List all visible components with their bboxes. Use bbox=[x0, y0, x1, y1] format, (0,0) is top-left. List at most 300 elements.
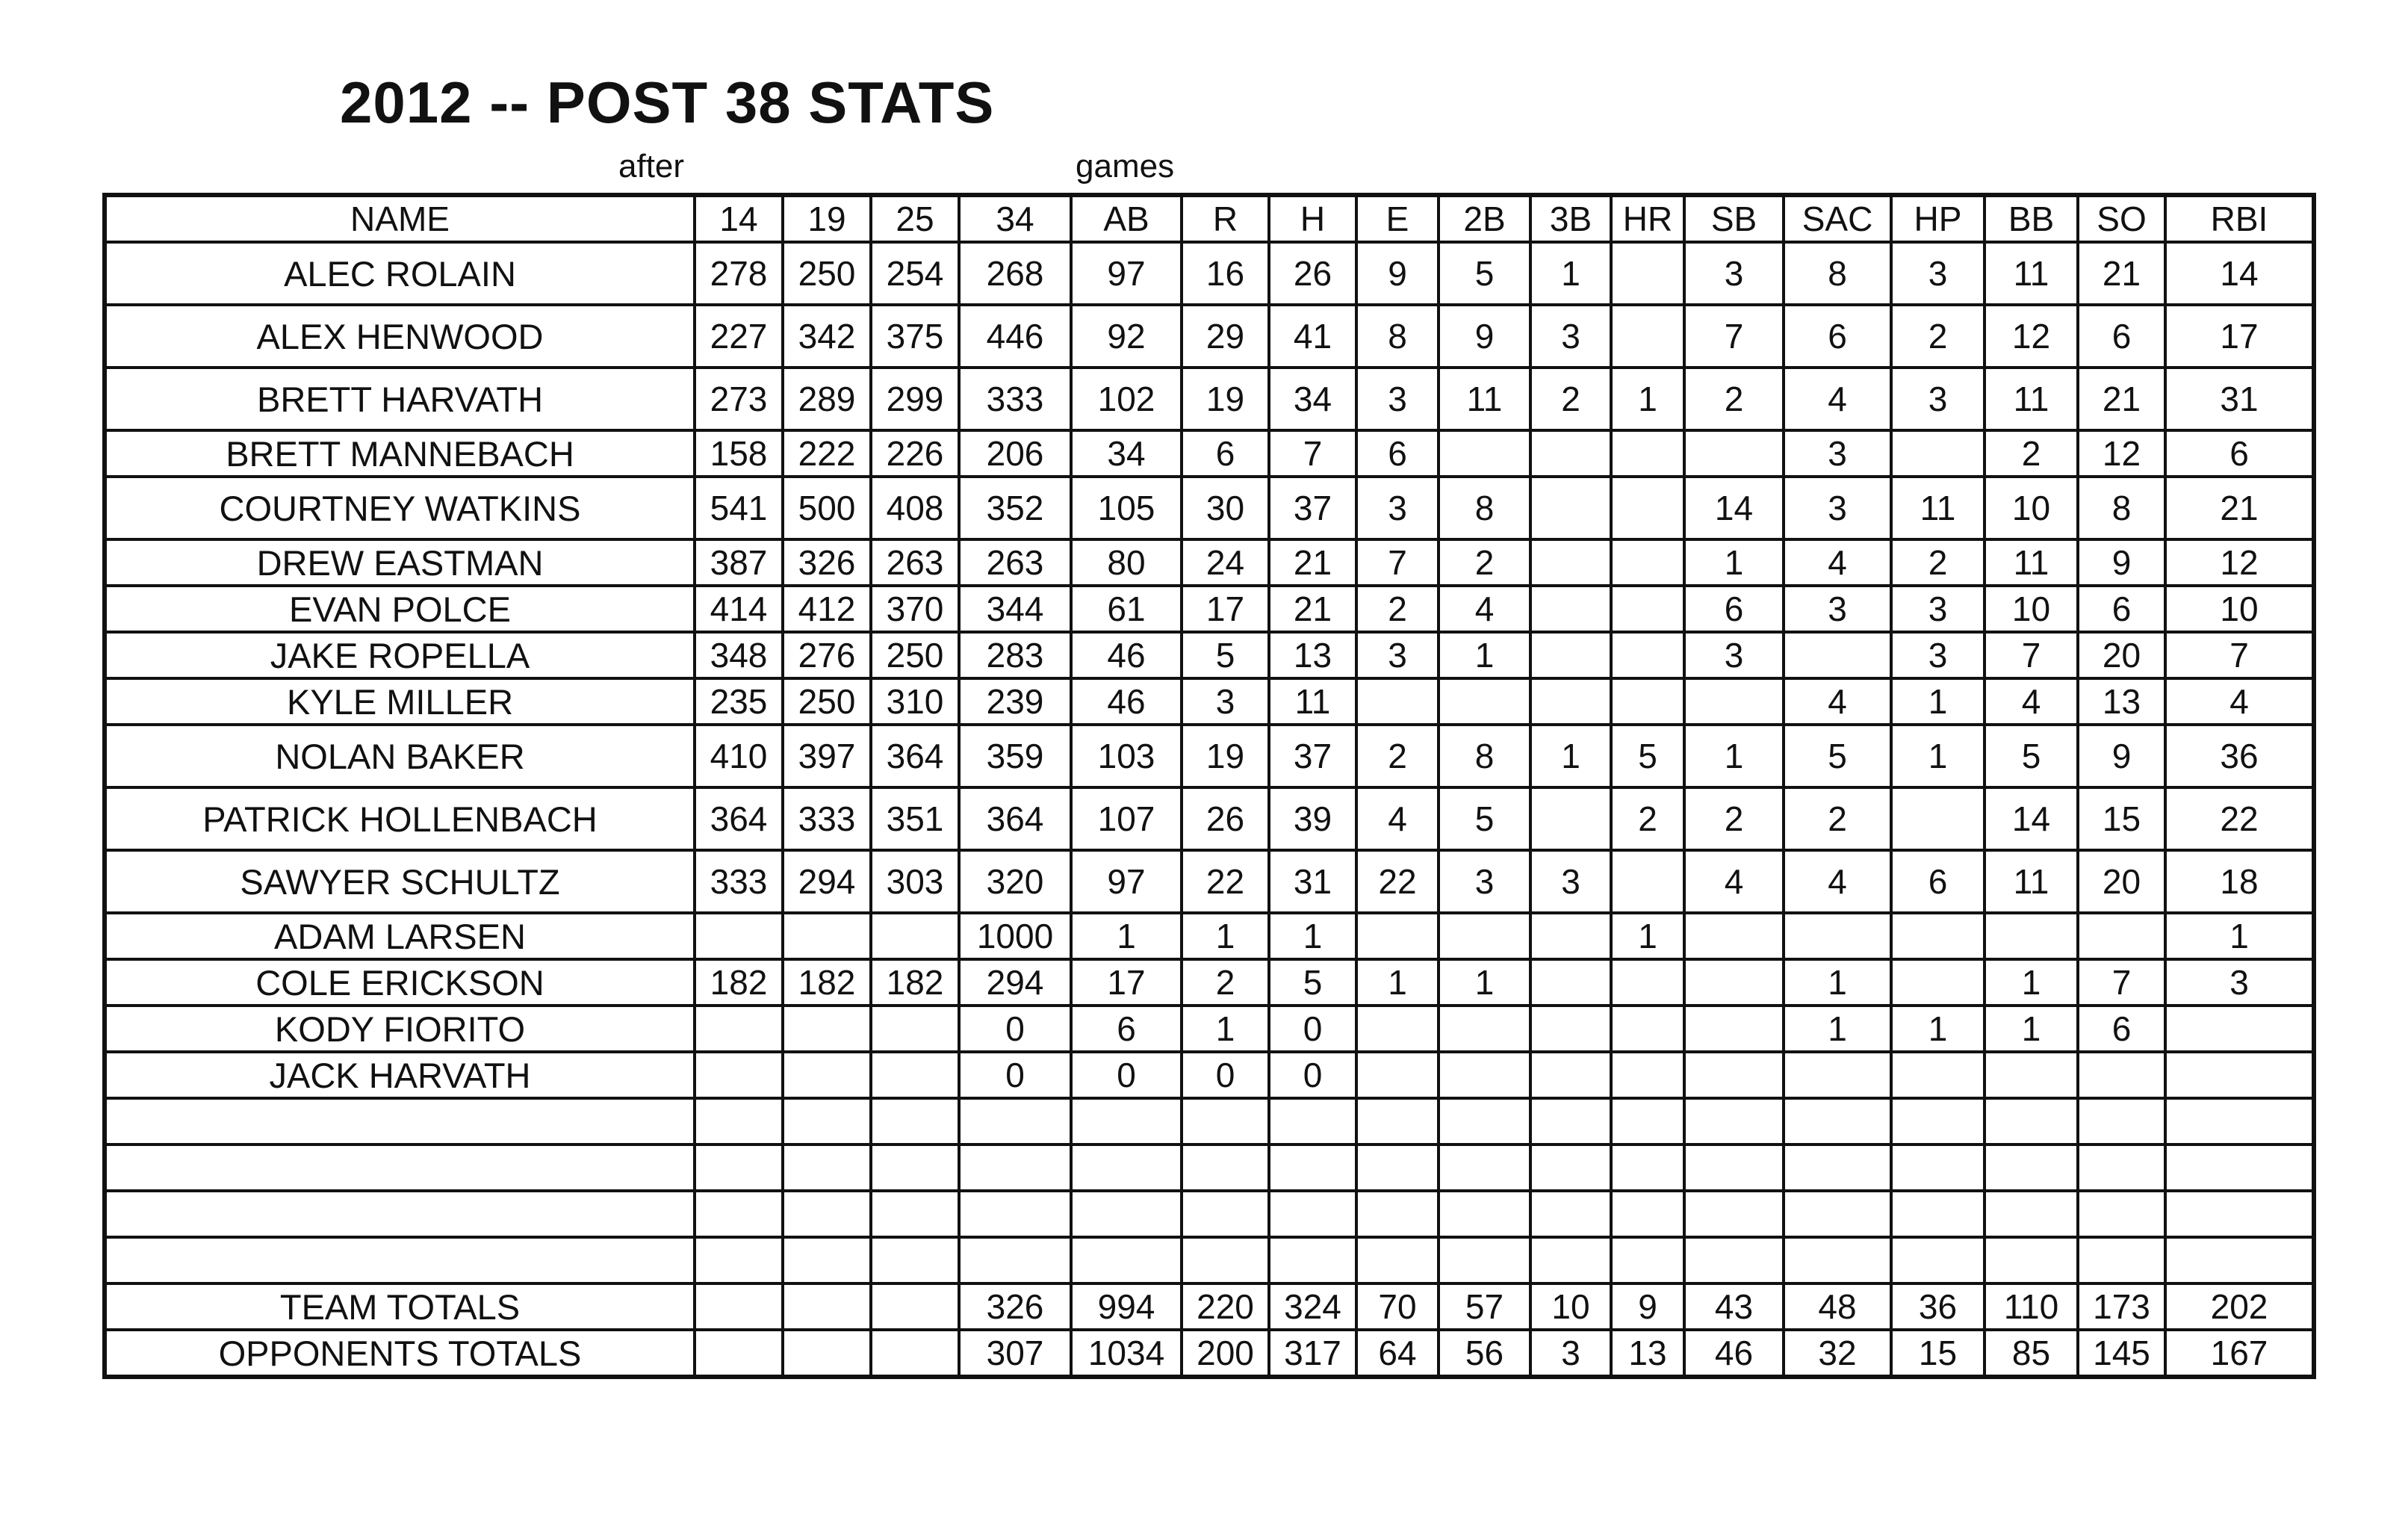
stat-cell-rbi: 1 bbox=[2165, 913, 2314, 959]
stat-cell-19: 397 bbox=[783, 725, 871, 787]
stat-cell-sac: 4 bbox=[1784, 678, 1891, 725]
stat-cell-h: 21 bbox=[1269, 586, 1356, 632]
column-header-14: 14 bbox=[695, 195, 783, 242]
stat-cell-ab: 107 bbox=[1071, 787, 1182, 850]
stat-cell-34: 352 bbox=[959, 477, 1071, 539]
stat-cell-r: 22 bbox=[1182, 850, 1269, 913]
stat-cell-r: 16 bbox=[1182, 242, 1269, 305]
stat-cell-sac bbox=[1784, 913, 1891, 959]
table-row bbox=[105, 850, 2314, 913]
stat-cell-so: 6 bbox=[2078, 586, 2165, 632]
stat-cell-bb: 1 bbox=[1985, 959, 2078, 1006]
stat-cell-h: 0 bbox=[1269, 1052, 1356, 1098]
column-header-hr: HR bbox=[1611, 195, 1684, 242]
stat-cell-so: 13 bbox=[2078, 678, 2165, 725]
table-row bbox=[105, 787, 2314, 850]
stat-cell-sac: 1 bbox=[1784, 959, 1891, 1006]
stat-cell-hr: 5 bbox=[1611, 725, 1684, 787]
stat-cell-25 bbox=[871, 1237, 959, 1283]
stat-cell-3b bbox=[1530, 1006, 1611, 1052]
stat-cell-25: 299 bbox=[871, 368, 959, 430]
stat-cell-14: 364 bbox=[695, 787, 783, 850]
stat-cell-bb: 5 bbox=[1985, 725, 2078, 787]
stat-cell-ab: 102 bbox=[1071, 368, 1182, 430]
table-row bbox=[105, 305, 2314, 368]
stat-cell-2b bbox=[1439, 1098, 1530, 1145]
stat-cell-sb bbox=[1684, 1237, 1784, 1283]
column-header-2b: 2B bbox=[1439, 195, 1530, 242]
stat-cell-so: 7 bbox=[2078, 959, 2165, 1006]
stat-cell-2b bbox=[1439, 1145, 1530, 1191]
table-row bbox=[105, 242, 2314, 305]
stat-cell-so bbox=[2078, 1098, 2165, 1145]
stat-cell-ab: 105 bbox=[1071, 477, 1182, 539]
stat-cell-2b: 4 bbox=[1439, 586, 1530, 632]
stat-cell-sb bbox=[1684, 1052, 1784, 1098]
stat-cell-19: 250 bbox=[783, 242, 871, 305]
stat-cell-14 bbox=[695, 1237, 783, 1283]
stat-cell-25: 250 bbox=[871, 632, 959, 678]
stat-cell-34: 446 bbox=[959, 305, 1071, 368]
column-header-rbi: RBI bbox=[2165, 195, 2314, 242]
stat-cell-25 bbox=[871, 1191, 959, 1237]
stat-cell-hp: 6 bbox=[1891, 850, 1985, 913]
stat-cell-19: 222 bbox=[783, 430, 871, 477]
stat-cell-e: 8 bbox=[1356, 305, 1439, 368]
stat-cell-3b: 2 bbox=[1530, 368, 1611, 430]
stat-cell-h: 34 bbox=[1269, 368, 1356, 430]
player-name-cell: PATRICK HOLLENBACH bbox=[105, 787, 695, 850]
stat-cell-3b bbox=[1530, 430, 1611, 477]
stat-cell-r: 6 bbox=[1182, 430, 1269, 477]
stat-cell-hr bbox=[1611, 477, 1684, 539]
stat-cell-14 bbox=[695, 1330, 783, 1377]
stat-cell-ab: 1 bbox=[1071, 913, 1182, 959]
stat-cell-sb bbox=[1684, 1098, 1784, 1145]
stat-cell-r: 3 bbox=[1182, 678, 1269, 725]
stat-cell-3b bbox=[1530, 1098, 1611, 1145]
table-row bbox=[105, 539, 2314, 586]
stat-cell-e bbox=[1356, 1237, 1439, 1283]
stat-cell-rbi bbox=[2165, 1191, 2314, 1237]
stat-cell-hr bbox=[1611, 1052, 1684, 1098]
table-row bbox=[105, 913, 2314, 959]
stat-cell-sb: 46 bbox=[1684, 1330, 1784, 1377]
stat-cell-3b: 1 bbox=[1530, 242, 1611, 305]
stat-cell-e bbox=[1356, 913, 1439, 959]
stat-cell-25: 310 bbox=[871, 678, 959, 725]
stat-cell-hr: 13 bbox=[1611, 1330, 1684, 1377]
stat-cell-3b bbox=[1530, 586, 1611, 632]
stat-cell-rbi: 6 bbox=[2165, 430, 2314, 477]
stat-cell-25: 263 bbox=[871, 539, 959, 586]
stat-cell-sb bbox=[1684, 1191, 1784, 1237]
column-header-h: H bbox=[1269, 195, 1356, 242]
stat-cell-sb: 3 bbox=[1684, 632, 1784, 678]
stat-cell-34 bbox=[959, 1191, 1071, 1237]
stat-cell-14 bbox=[695, 1145, 783, 1191]
stat-cell-3b bbox=[1530, 1237, 1611, 1283]
stats-body bbox=[105, 242, 2314, 1377]
player-name-cell: COURTNEY WATKINS bbox=[105, 477, 695, 539]
stat-cell-e bbox=[1356, 678, 1439, 725]
stat-cell-34: 294 bbox=[959, 959, 1071, 1006]
stat-cell-ab: 103 bbox=[1071, 725, 1182, 787]
stat-cell-sb: 3 bbox=[1684, 242, 1784, 305]
stat-cell-2b: 5 bbox=[1439, 242, 1530, 305]
stat-cell-hr: 1 bbox=[1611, 913, 1684, 959]
stat-cell-so: 12 bbox=[2078, 430, 2165, 477]
player-name-cell: ALEC ROLAIN bbox=[105, 242, 695, 305]
stat-cell-25: 254 bbox=[871, 242, 959, 305]
table-row bbox=[105, 725, 2314, 787]
stat-cell-25: 364 bbox=[871, 725, 959, 787]
stat-cell-14 bbox=[695, 1098, 783, 1145]
stat-cell-34: 359 bbox=[959, 725, 1071, 787]
stat-cell-e: 4 bbox=[1356, 787, 1439, 850]
stat-cell-hp: 11 bbox=[1891, 477, 1985, 539]
stat-cell-sb: 1 bbox=[1684, 539, 1784, 586]
stat-cell-h: 21 bbox=[1269, 539, 1356, 586]
stat-cell-14: 333 bbox=[695, 850, 783, 913]
stat-cell-sac: 48 bbox=[1784, 1283, 1891, 1330]
stat-cell-rbi: 7 bbox=[2165, 632, 2314, 678]
table-row bbox=[105, 430, 2314, 477]
stat-cell-hr bbox=[1611, 1191, 1684, 1237]
stat-cell-25 bbox=[871, 1283, 959, 1330]
stat-cell-h: 324 bbox=[1269, 1283, 1356, 1330]
stat-cell-14: 414 bbox=[695, 586, 783, 632]
stat-cell-sac bbox=[1784, 632, 1891, 678]
stat-cell-bb bbox=[1985, 1145, 2078, 1191]
stat-cell-sac bbox=[1784, 1237, 1891, 1283]
stat-cell-34: 320 bbox=[959, 850, 1071, 913]
player-name-cell: OPPONENTS TOTALS bbox=[105, 1330, 695, 1377]
stat-cell-34: 364 bbox=[959, 787, 1071, 850]
stat-cell-hp bbox=[1891, 430, 1985, 477]
player-name-cell: KODY FIORITO bbox=[105, 1006, 695, 1052]
stat-cell-e: 1 bbox=[1356, 959, 1439, 1006]
stat-cell-3b bbox=[1530, 1191, 1611, 1237]
stats-table bbox=[102, 193, 2316, 1379]
stat-cell-e: 3 bbox=[1356, 632, 1439, 678]
stat-cell-3b: 3 bbox=[1530, 305, 1611, 368]
column-header-ab: AB bbox=[1071, 195, 1182, 242]
stat-cell-hp: 3 bbox=[1891, 368, 1985, 430]
stat-cell-14: 273 bbox=[695, 368, 783, 430]
stat-cell-hp bbox=[1891, 1145, 1985, 1191]
stat-cell-r: 24 bbox=[1182, 539, 1269, 586]
stat-cell-sac: 2 bbox=[1784, 787, 1891, 850]
stat-cell-bb: 11 bbox=[1985, 539, 2078, 586]
stat-cell-14: 278 bbox=[695, 242, 783, 305]
stat-cell-rbi: 22 bbox=[2165, 787, 2314, 850]
column-header-25: 25 bbox=[871, 195, 959, 242]
stat-cell-sb: 14 bbox=[1684, 477, 1784, 539]
column-header-so: SO bbox=[2078, 195, 2165, 242]
stat-cell-25 bbox=[871, 1098, 959, 1145]
stat-cell-19 bbox=[783, 1283, 871, 1330]
stat-cell-so bbox=[2078, 1191, 2165, 1237]
stat-cell-r bbox=[1182, 1191, 1269, 1237]
stat-cell-19: 500 bbox=[783, 477, 871, 539]
stat-cell-19 bbox=[783, 1006, 871, 1052]
stat-cell-3b: 3 bbox=[1530, 1330, 1611, 1377]
stat-cell-2b: 3 bbox=[1439, 850, 1530, 913]
stat-cell-sb: 6 bbox=[1684, 586, 1784, 632]
stat-cell-e: 22 bbox=[1356, 850, 1439, 913]
stat-cell-e: 9 bbox=[1356, 242, 1439, 305]
stat-cell-hp bbox=[1891, 913, 1985, 959]
player-name-cell bbox=[105, 1145, 695, 1191]
stat-cell-25: 351 bbox=[871, 787, 959, 850]
stat-cell-19: 182 bbox=[783, 959, 871, 1006]
stat-cell-e bbox=[1356, 1191, 1439, 1237]
stat-cell-19 bbox=[783, 1145, 871, 1191]
stat-cell-bb: 85 bbox=[1985, 1330, 2078, 1377]
stat-cell-hp: 2 bbox=[1891, 539, 1985, 586]
stat-cell-hp bbox=[1891, 1052, 1985, 1098]
stat-cell-14: 158 bbox=[695, 430, 783, 477]
empty-table-row bbox=[105, 1145, 2314, 1191]
stat-cell-19: 294 bbox=[783, 850, 871, 913]
stat-cell-25: 303 bbox=[871, 850, 959, 913]
stat-cell-bb: 10 bbox=[1985, 477, 2078, 539]
subheader-after-label: after bbox=[618, 148, 685, 185]
player-name-cell: BRETT HARVATH bbox=[105, 368, 695, 430]
stat-cell-sb: 43 bbox=[1684, 1283, 1784, 1330]
stat-cell-e: 3 bbox=[1356, 368, 1439, 430]
stat-cell-bb bbox=[1985, 1052, 2078, 1098]
stat-cell-ab bbox=[1071, 1098, 1182, 1145]
stat-cell-rbi bbox=[2165, 1052, 2314, 1098]
stat-cell-sb: 1 bbox=[1684, 725, 1784, 787]
empty-table-row bbox=[105, 1191, 2314, 1237]
stat-cell-14: 235 bbox=[695, 678, 783, 725]
empty-table-row bbox=[105, 1237, 2314, 1283]
stat-cell-e bbox=[1356, 1145, 1439, 1191]
stat-cell-bb: 7 bbox=[1985, 632, 2078, 678]
stat-cell-bb bbox=[1985, 913, 2078, 959]
stat-cell-e bbox=[1356, 1052, 1439, 1098]
header-row bbox=[105, 195, 2314, 242]
stat-cell-ab: 46 bbox=[1071, 632, 1182, 678]
stat-cell-3b bbox=[1530, 913, 1611, 959]
table-row bbox=[105, 632, 2314, 678]
stat-cell-3b bbox=[1530, 477, 1611, 539]
stat-cell-sb: 4 bbox=[1684, 850, 1784, 913]
stat-cell-ab bbox=[1071, 1191, 1182, 1237]
stat-cell-ab: 97 bbox=[1071, 850, 1182, 913]
stat-cell-ab: 61 bbox=[1071, 586, 1182, 632]
stat-cell-rbi bbox=[2165, 1145, 2314, 1191]
stat-cell-r bbox=[1182, 1237, 1269, 1283]
stat-cell-hr bbox=[1611, 632, 1684, 678]
stat-cell-sb bbox=[1684, 678, 1784, 725]
stat-cell-3b bbox=[1530, 678, 1611, 725]
stat-cell-34 bbox=[959, 1237, 1071, 1283]
stat-cell-2b bbox=[1439, 1052, 1530, 1098]
stat-cell-r: 19 bbox=[1182, 368, 1269, 430]
column-header-name: NAME bbox=[105, 195, 695, 242]
stat-cell-bb bbox=[1985, 1237, 2078, 1283]
stat-cell-25: 370 bbox=[871, 586, 959, 632]
stat-cell-19 bbox=[783, 1237, 871, 1283]
stat-cell-hr bbox=[1611, 305, 1684, 368]
stat-cell-25 bbox=[871, 913, 959, 959]
stat-cell-r: 200 bbox=[1182, 1330, 1269, 1377]
stat-cell-e bbox=[1356, 1006, 1439, 1052]
stat-cell-h: 37 bbox=[1269, 725, 1356, 787]
stat-cell-h: 26 bbox=[1269, 242, 1356, 305]
stat-cell-rbi: 4 bbox=[2165, 678, 2314, 725]
stat-cell-19: 289 bbox=[783, 368, 871, 430]
stat-cell-hp bbox=[1891, 1191, 1985, 1237]
stat-cell-so: 21 bbox=[2078, 242, 2165, 305]
column-header-3b: 3B bbox=[1530, 195, 1611, 242]
stat-cell-sb bbox=[1684, 1006, 1784, 1052]
stat-cell-bb: 2 bbox=[1985, 430, 2078, 477]
column-header-hp: HP bbox=[1891, 195, 1985, 242]
stat-cell-sac: 6 bbox=[1784, 305, 1891, 368]
stat-cell-14: 541 bbox=[695, 477, 783, 539]
stat-cell-19: 326 bbox=[783, 539, 871, 586]
stat-cell-rbi bbox=[2165, 1006, 2314, 1052]
stat-cell-2b: 9 bbox=[1439, 305, 1530, 368]
stat-cell-sac: 8 bbox=[1784, 242, 1891, 305]
stat-cell-3b bbox=[1530, 959, 1611, 1006]
player-name-cell: JAKE ROPELLA bbox=[105, 632, 695, 678]
stat-cell-h: 5 bbox=[1269, 959, 1356, 1006]
stat-cell-hp bbox=[1891, 1098, 1985, 1145]
stat-cell-r: 30 bbox=[1182, 477, 1269, 539]
stat-cell-19 bbox=[783, 1098, 871, 1145]
stat-cell-h bbox=[1269, 1237, 1356, 1283]
stat-cell-2b bbox=[1439, 1191, 1530, 1237]
stat-cell-r: 2 bbox=[1182, 959, 1269, 1006]
stat-cell-bb: 11 bbox=[1985, 368, 2078, 430]
stat-cell-ab: 1034 bbox=[1071, 1330, 1182, 1377]
stat-cell-ab bbox=[1071, 1145, 1182, 1191]
stat-cell-so: 6 bbox=[2078, 305, 2165, 368]
stat-cell-2b: 8 bbox=[1439, 725, 1530, 787]
stat-cell-3b bbox=[1530, 1052, 1611, 1098]
stat-cell-2b: 11 bbox=[1439, 368, 1530, 430]
player-name-cell bbox=[105, 1191, 695, 1237]
stat-cell-sac bbox=[1784, 1145, 1891, 1191]
stat-cell-2b: 8 bbox=[1439, 477, 1530, 539]
stat-cell-hr: 9 bbox=[1611, 1283, 1684, 1330]
player-name-cell: DREW EASTMAN bbox=[105, 539, 695, 586]
stat-cell-34: 268 bbox=[959, 242, 1071, 305]
stat-cell-3b bbox=[1530, 539, 1611, 586]
column-header-sac: SAC bbox=[1784, 195, 1891, 242]
stat-cell-bb: 4 bbox=[1985, 678, 2078, 725]
stat-cell-r: 0 bbox=[1182, 1052, 1269, 1098]
stat-cell-h: 31 bbox=[1269, 850, 1356, 913]
stat-cell-h: 13 bbox=[1269, 632, 1356, 678]
stat-cell-ab: 994 bbox=[1071, 1283, 1182, 1330]
stat-cell-sac: 3 bbox=[1784, 586, 1891, 632]
stat-cell-19: 333 bbox=[783, 787, 871, 850]
stat-cell-2b: 1 bbox=[1439, 959, 1530, 1006]
stat-cell-bb: 110 bbox=[1985, 1283, 2078, 1330]
stat-cell-hp: 15 bbox=[1891, 1330, 1985, 1377]
stat-cell-so: 21 bbox=[2078, 368, 2165, 430]
subheader-games-label: games bbox=[1076, 148, 1175, 185]
stat-cell-19 bbox=[783, 1052, 871, 1098]
player-name-cell: SAWYER SCHULTZ bbox=[105, 850, 695, 913]
stat-cell-r: 19 bbox=[1182, 725, 1269, 787]
stat-cell-2b: 56 bbox=[1439, 1330, 1530, 1377]
column-header-sb: SB bbox=[1684, 195, 1784, 242]
stat-cell-hp: 1 bbox=[1891, 1006, 1985, 1052]
stat-cell-r bbox=[1182, 1098, 1269, 1145]
stat-cell-sb: 2 bbox=[1684, 787, 1784, 850]
stat-cell-3b: 10 bbox=[1530, 1283, 1611, 1330]
stat-cell-hp: 1 bbox=[1891, 678, 1985, 725]
stat-cell-19: 276 bbox=[783, 632, 871, 678]
player-name-cell: ADAM LARSEN bbox=[105, 913, 695, 959]
stat-cell-sac: 1 bbox=[1784, 1006, 1891, 1052]
table-row bbox=[105, 477, 2314, 539]
stat-cell-bb: 12 bbox=[1985, 305, 2078, 368]
stat-cell-ab: 6 bbox=[1071, 1006, 1182, 1052]
stat-cell-h: 0 bbox=[1269, 1006, 1356, 1052]
stat-cell-14: 227 bbox=[695, 305, 783, 368]
stat-cell-bb: 1 bbox=[1985, 1006, 2078, 1052]
stat-cell-ab: 46 bbox=[1071, 678, 1182, 725]
stat-cell-rbi bbox=[2165, 1237, 2314, 1283]
stat-cell-hp: 1 bbox=[1891, 725, 1985, 787]
stat-cell-sb: 7 bbox=[1684, 305, 1784, 368]
stat-cell-hr: 2 bbox=[1611, 787, 1684, 850]
stat-cell-sac: 5 bbox=[1784, 725, 1891, 787]
stat-cell-hr bbox=[1611, 242, 1684, 305]
stat-cell-3b bbox=[1530, 632, 1611, 678]
stat-cell-3b: 1 bbox=[1530, 725, 1611, 787]
stat-cell-rbi: 17 bbox=[2165, 305, 2314, 368]
stat-cell-34: 283 bbox=[959, 632, 1071, 678]
player-name-cell bbox=[105, 1237, 695, 1283]
player-name-cell: JACK HARVATH bbox=[105, 1052, 695, 1098]
stat-cell-so: 145 bbox=[2078, 1330, 2165, 1377]
stat-cell-e bbox=[1356, 1098, 1439, 1145]
stat-cell-hp: 3 bbox=[1891, 242, 1985, 305]
stat-cell-14 bbox=[695, 1052, 783, 1098]
stat-cell-3b: 3 bbox=[1530, 850, 1611, 913]
stat-cell-34: 239 bbox=[959, 678, 1071, 725]
player-name-cell: ALEX HENWOOD bbox=[105, 305, 695, 368]
stat-cell-hr bbox=[1611, 430, 1684, 477]
table-row bbox=[105, 1283, 2314, 1330]
stat-cell-19 bbox=[783, 1330, 871, 1377]
stat-cell-bb: 11 bbox=[1985, 850, 2078, 913]
stat-cell-sb bbox=[1684, 959, 1784, 1006]
stat-cell-so: 15 bbox=[2078, 787, 2165, 850]
stat-cell-14: 410 bbox=[695, 725, 783, 787]
stat-cell-rbi: 10 bbox=[2165, 586, 2314, 632]
stat-cell-hr bbox=[1611, 1145, 1684, 1191]
stat-cell-h: 41 bbox=[1269, 305, 1356, 368]
stat-cell-2b bbox=[1439, 1237, 1530, 1283]
stat-cell-hr bbox=[1611, 1237, 1684, 1283]
stat-cell-h: 11 bbox=[1269, 678, 1356, 725]
stat-cell-34: 1000 bbox=[959, 913, 1071, 959]
stat-cell-rbi: 31 bbox=[2165, 368, 2314, 430]
stat-cell-hr bbox=[1611, 850, 1684, 913]
stat-cell-so: 173 bbox=[2078, 1283, 2165, 1330]
